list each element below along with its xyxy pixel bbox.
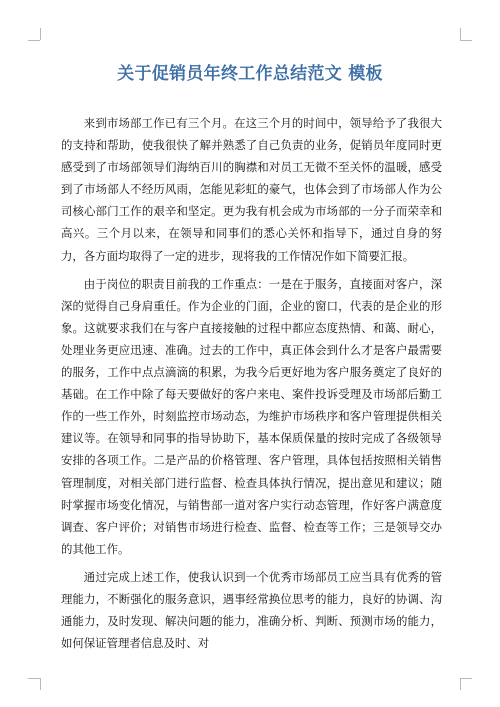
crop-mark-top-left-h <box>28 40 40 41</box>
paragraph-1: 来到市场部工作已有三个月。在这三个月的时间中，领导给予了我很大的支持和帮助，使我很快了解并熟悉了自己负责的业务，促销员年度同时更感受到了市场部领导们海纳百川的胸襟和对员工无微不至关怀的温暖，感受到了市场部人不经历风雨，怎能见彩虹的豪气，也体会到了市场部人作为公司核心部门工作的艰辛和坚定。更为我有机会成为市场部的一分子而荣幸和高兴。三个月以来，在领导和同事们的悉心关怀和指导下，通过自身的努力，各方面均取得了一定的进步，现将我的工作情况作如下简要汇报。 <box>61 116 442 263</box>
crop-mark-top-left-v <box>40 28 41 40</box>
paragraph-2: 由于岗位的职责目前我的工作重点：一是在于服务，直接面对客户，深深的觉得自己身肩重任。作为企业的门面，企业的窗口，代表的是企业的形象。这就要求我们在与客户直接接触的过程中都应态度热情、和蔼、耐心，处理业务更应迅速、准确。过去的工作中，真正体会到什么才是客户最需要的服务，工作中点点滴滴的积累，为我今后更好地为客户服务奠定了良好的基础。在工作中除了每天要做好的客户来电、案件投诉受理及市场部后勤工作的一些工作外，时刻监控市场动态，为维护市场秩序和客户管理提供相关建议等。在领导和同事的指导协助下，基本保质保量的按时完成了各级领导安排的各项工作。二是产品的价格管理、客户管理，具体包括按照相关销售管理制度，对相关部门进行监督、检查具体执行情况，提出意见和建议；随时掌握市场变化情况，与销售部一道对客户实行动态管理，作好客户满意度调查、客户评价；对销售市场进行检查、监督、检查等工作；三是领导交办的其他工作。 <box>61 276 442 556</box>
crop-mark-bottom-right-v <box>460 678 461 690</box>
crop-mark-top-right-v <box>460 28 461 40</box>
document-title: 关于促销员年终工作总结范文 模板 <box>117 64 383 84</box>
paragraph-3: 通过完成上述工作，使我认识到一个优秀市场部员工应当具有优秀的管理能力，不断强化的服务意识，遇事经常换位思考的能力，良好的协调、沟通能力，及时发现、解决问题的能力，准确分析、判断、预测市场的能力，如何保证管理者信息及时、对 <box>61 569 442 651</box>
document-body <box>61 112 442 660</box>
crop-mark-bottom-left-h <box>28 678 40 679</box>
crop-mark-bottom-left-v <box>40 678 41 690</box>
crop-mark-bottom-right-h <box>460 678 472 679</box>
crop-mark-top-right-h <box>460 40 472 41</box>
